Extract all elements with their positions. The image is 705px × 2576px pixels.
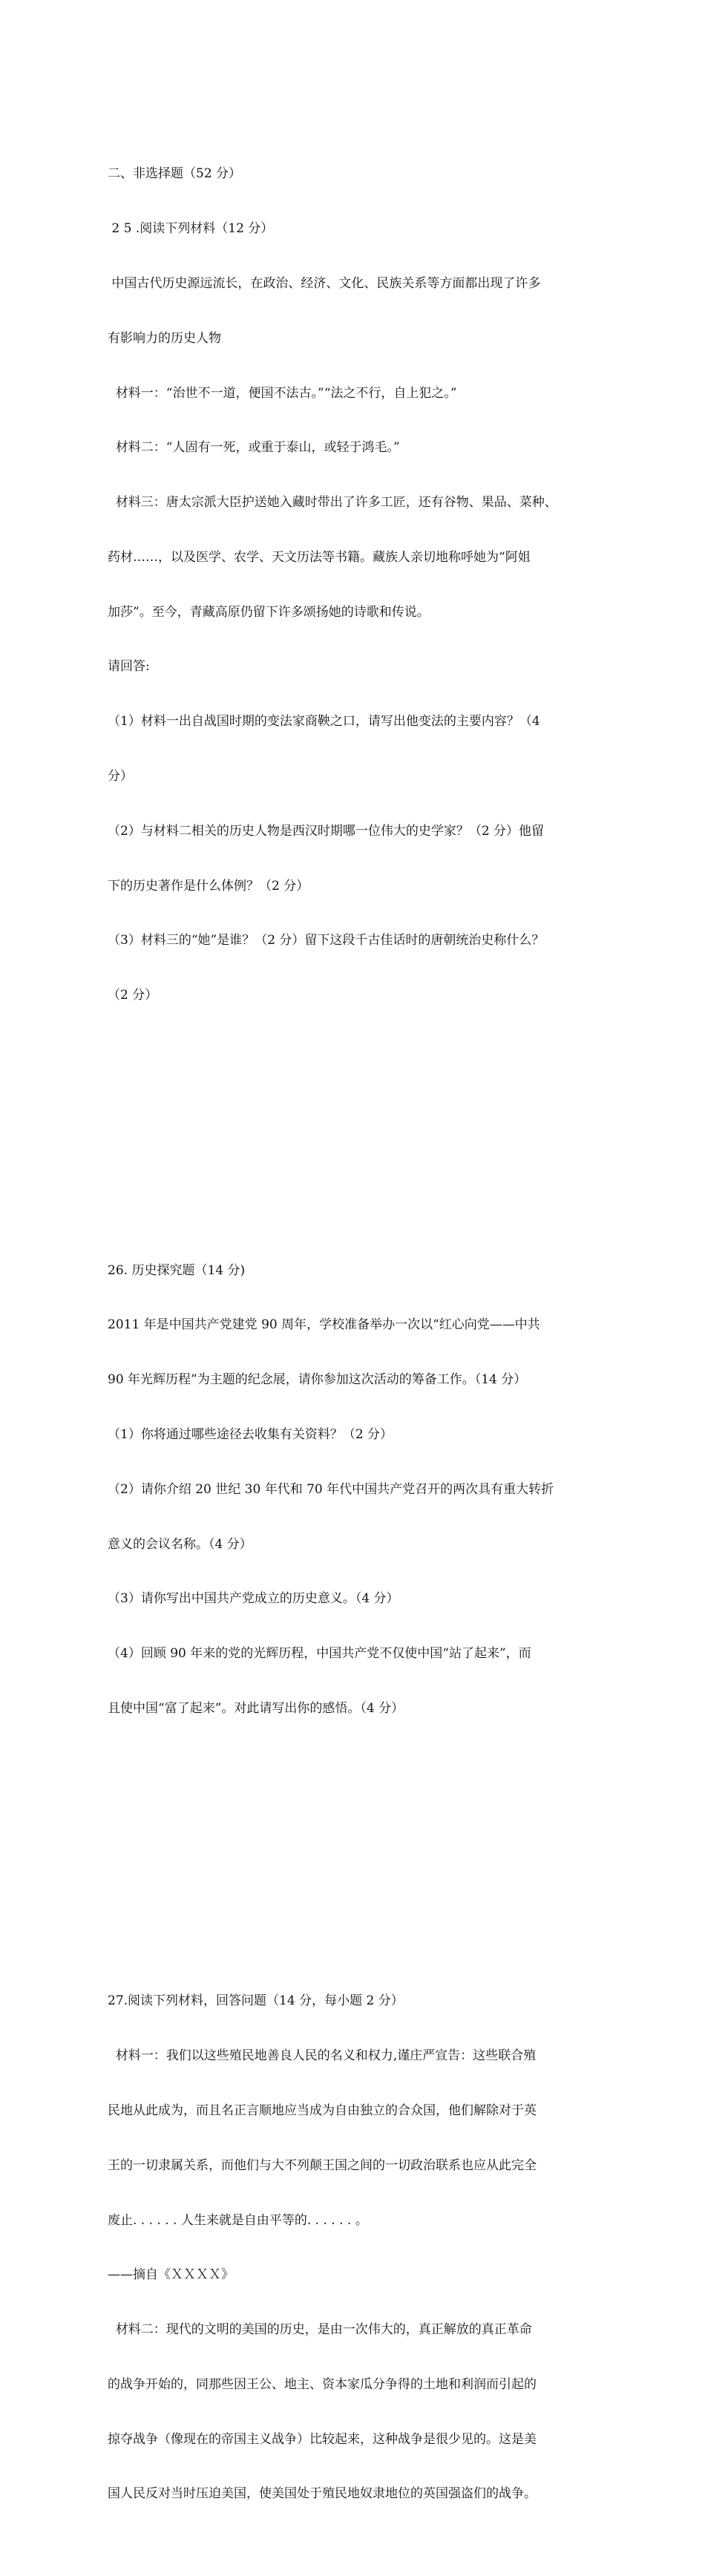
answer-space — [108, 1809, 612, 1901]
sub-question-2: 下的历史著作是什么体例？（2 分） — [108, 878, 309, 894]
sub-question-3: （3）材料三的“她”是谁？（2 分）留下这段千古佳话时的唐朝统治史称什么？ — [108, 933, 545, 948]
material-2: 材料二：“人固有一死，或重于泰山，或轻于鸿毛。” — [108, 440, 400, 456]
sub-question-2: （2）与材料二相关的历史人物是西汉时期哪一位伟大的史学家？（2 分）他留 — [108, 823, 545, 839]
sub-question-1: （1）材料一出自战国时期的变法家商鞅之口，请写出他变法的主要内容？（4 — [108, 714, 540, 730]
material-1: 材料一：“治世不一道，便国不法古。”“法之不行，自上犯之。” — [108, 385, 457, 401]
question-text: 90 年光辉历程”为主题的纪念展，请你参加这次活动的筹备工作。（14 分） — [108, 1372, 527, 1388]
material-1: 材料一：我们以这些殖民地善良人民的名义和权力,谨庄严宣告：这些联合殖 — [108, 2048, 537, 2064]
question-26 — [108, 1225, 612, 1754]
prompt-label: 请回答: — [108, 659, 150, 675]
question-heading: 26. 历史探究题（14 分) — [108, 1262, 246, 1278]
document-content — [108, 92, 612, 2576]
material-3: 加莎”。至今，青藏高原仍留下许多颂扬她的诗歌和传说。 — [108, 604, 430, 620]
question-25 — [108, 128, 612, 1041]
question-text: 2011 年是中国共产党建党 90 周年，学校准备举办一次以“红心向党——中共 — [108, 1317, 540, 1333]
question-27 — [108, 1956, 612, 2540]
material-1-source: ——摘自《ＸＸＸＸ》 — [108, 2267, 234, 2283]
sub-question-2: 意义的会议名称。（4 分） — [108, 1536, 252, 1552]
material-3: 药材……，以及医学、农学、天文历法等书籍。藏族人亲切地称呼她为“阿姐 — [108, 549, 531, 565]
question-heading: 27.阅读下列材料，回答问题（14 分，每小题 2 分） — [108, 1993, 404, 2009]
sub-question-1: 分） — [108, 768, 133, 784]
material-1: 王的一切隶属关系，而他们与大不列颠王国之间的一切政治联系也应从此完全 — [108, 2157, 537, 2173]
sub-question-1: （1）你将通过哪些途径去收集有关资料？（2 分） — [108, 1426, 393, 1442]
answer-space — [108, 1096, 612, 1170]
material-1: 废止. . . . . . 人生来就是自由平等的. . . . . . 。 — [108, 2212, 368, 2228]
material-2: 国人民反对当时压迫美国，使美国处于殖民地奴隶地位的英国强盗们的战争。 — [108, 2486, 537, 2502]
intro-text: 有影响力的历史人物 — [108, 330, 221, 346]
sub-question-2: （2）请你介绍 20 世纪 30 年代和 70 年代中国共产党召开的两次具有重大转折 — [108, 1481, 554, 1497]
material-3: 材料三：唐太宗派大臣护送她入藏时带出了许多工匠，还有谷物、果品、菜种、 — [108, 495, 557, 511]
sub-question-3: （2 分） — [108, 988, 158, 1003]
material-2: 材料二：现代的文明的美国的历史，是由一次伟大的，真正解放的真正革命 — [108, 2322, 532, 2338]
section-heading: 二、非选择题（52 分） — [108, 166, 242, 182]
material-2: 的战争开始的，同那些因王公、地主、资本家瓜分争得的土地和利润而引起的 — [108, 2376, 537, 2392]
material-2: 掠夺战争（像现在的帝国主义战争）比较起来，这种战争是很少见的。这是美 — [108, 2431, 537, 2447]
intro-text: 中国古代历史源远流长，在政治、经济、文化、民族关系等方面都出现了许多 — [108, 275, 541, 291]
question-heading: 2 5 .阅读下列材料（12 分） — [108, 221, 274, 237]
sub-question-3: （3）请你写出中国共产党成立的历史意义。（4 分） — [108, 1591, 399, 1607]
material-1: 民地从此成为，而且名正言顺地应当成为自由独立的合众国，他们解除对于英 — [108, 2103, 537, 2118]
sub-question-4: 且使中国“富了起来”。对此请写出你的感悟。（4 分） — [108, 1700, 404, 1716]
sub-question-4: （4）回顾 90 年来的党的光辉历程，中国共产党不仅使中国“站了起来”，而 — [108, 1646, 531, 1662]
